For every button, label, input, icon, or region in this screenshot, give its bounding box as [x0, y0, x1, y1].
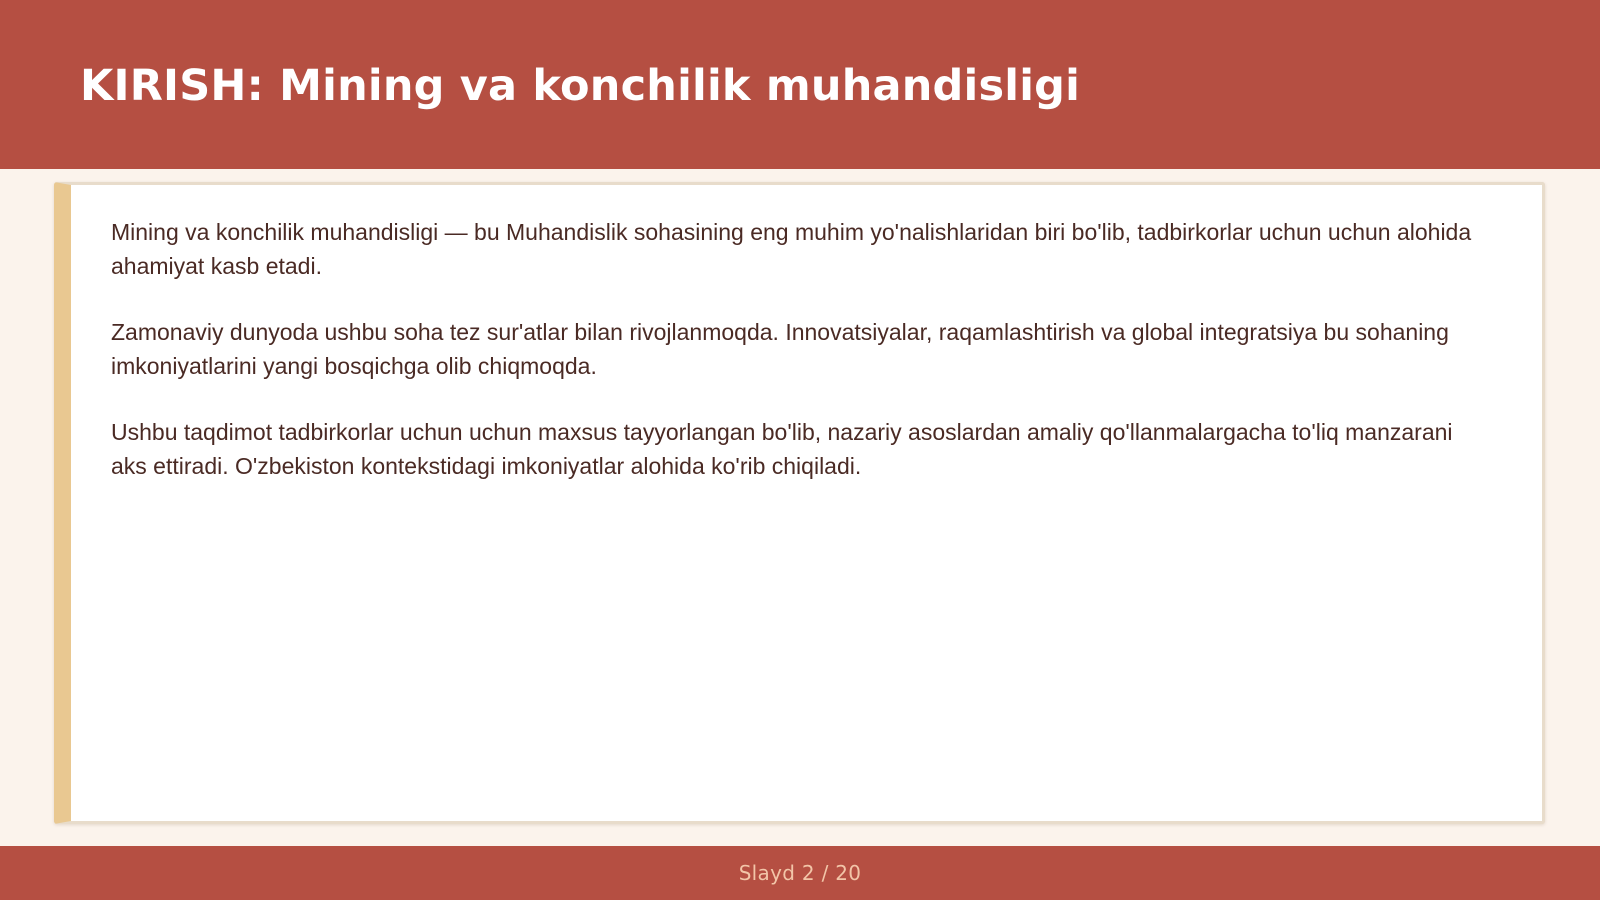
- slide-footer: [0, 846, 1600, 900]
- slide-header: [0, 0, 1600, 169]
- slide-counter: Slayd 2 / 20: [738, 861, 862, 885]
- content-card: [54, 182, 1545, 824]
- slide-title: KIRISH: Mining va konchilik muhandisligi: [80, 61, 1081, 111]
- intro-paragraph: Mining va konchilik muhandisligi — bu Muhandislik sohasining eng muhim yo'nalishlaridan biri bo'lib, tadbirkorlar uchun uchun alohida ahamiyat kasb etadi.: [111, 219, 1472, 279]
- purpose-paragraph: Ushbu taqdimot tadbirkorlar uchun uchun maxsus tayyorlangan bo'lib, nazariy asoslardan amaliy qo'llanmalargacha to'liq manzarani aks ettiradi. O'zbekiston kontekstidagi imkoniyatlar alohida ko'rib chiqiladi.: [111, 419, 1453, 479]
- trends-paragraph: Zamonaviy dunyoda ushbu soha tez sur'atlar bilan rivojlanmoqda. Innovatsiyalar, raqamlashtirish va global integratsiya bu sohaning imkoniyatlarini yangi bosqichga olib chiqmoqda.: [111, 319, 1449, 379]
